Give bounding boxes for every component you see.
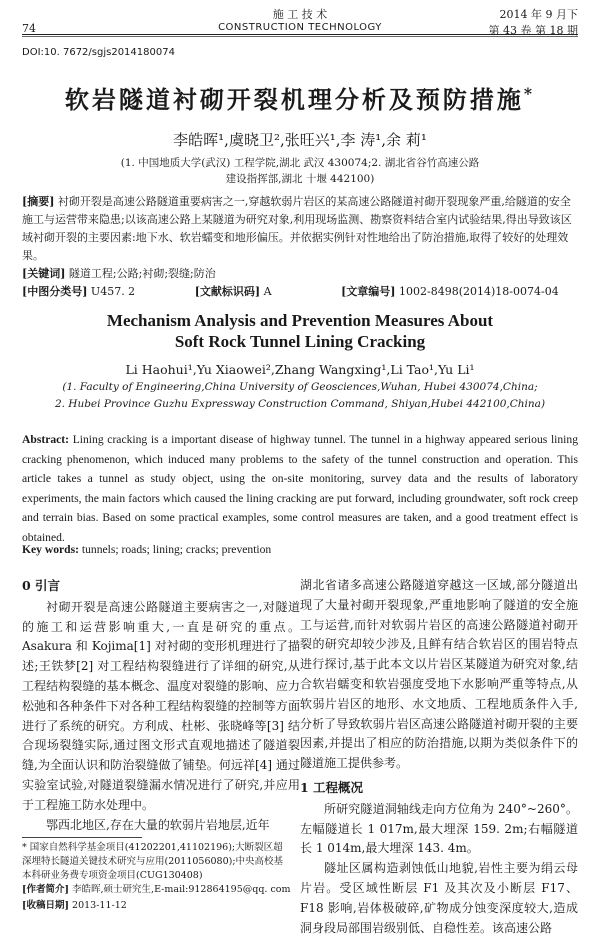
section-0-paragraph-2: 鄂西北地区,存在大量的软弱片岩地层,近年 <box>46 817 270 832</box>
title-fund-mark: * <box>523 84 536 103</box>
abstract-en <box>22 430 578 547</box>
title-en-line1: Mechanism Analysis and Prevention Measures About <box>106 311 494 330</box>
authors-en: Li Haohui¹,Yu Xiaowei²,Zhang Wangxing¹,Li Tao¹,Yu Li¹ <box>125 362 475 377</box>
abstract-en-label: Abstract: <box>22 433 70 446</box>
keywords-en-label: Key words: <box>22 543 79 556</box>
issue-date: 2014 年 9 月下 <box>499 8 578 21</box>
header-rule-thin <box>22 36 578 37</box>
doc-code-value: A <box>263 285 272 298</box>
volume-issue: 第 43 卷 第 18 期 <box>488 24 578 37</box>
journal-name-cn: 施 工 技 术 <box>272 8 328 21</box>
doi: DOI:10. 7672/sgjs2014180074 <box>22 47 175 58</box>
affiliation-cn-1: (1. 中国地质大学(武汉) 工程学院,湖北 武汉 430074;2. 湖北省谷竹高速公路 <box>120 157 480 169</box>
authors-cn: 李皓晖¹,虞晓卫²,张旺兴¹,李 涛¹,余 莉¹ <box>173 131 427 149</box>
abstract-en-text: Lining cracking is a important disease of highway tunnel. The tunnel in a highway appeared serious lining cracking phenomenon, which induced many problems to the safety of the tunnel construction and operation. This article takes a tunnel as study object, using the on-site monitoring, survey data and the results of laboratory experiments, the main factors which caused the lining cracking are put forward, including groundwater, soft rock creep and terrain bias. Based on some practical examples, some control measures are taken, and a good treatment effect is obtained. <box>22 433 578 544</box>
keywords-en-text: tunnels; roads; lining; cracks; prevention <box>81 543 272 556</box>
clc-label: [中图分类号] <box>22 285 88 298</box>
section-1-paragraph-2: 隧址区属构造剥蚀低山地貌,岩性主要为绢云母片岩。受区域性断层 F1 及其次及小断层 F17、F18 影响,岩体极破碎,矿物成分蚀变深度较大,造成洞身段局部围岩级别低、自稳性差。该高速公路 <box>300 861 578 935</box>
footnote-author-text: 李皓晖,硕士研究生,E-mail:912864195@qq. com <box>72 884 291 895</box>
footnote-date-label: [收稿日期] <box>22 900 69 911</box>
footnote-date-text: 2013-11-12 <box>72 900 127 911</box>
article-no-value: 1002-8498(2014)18-0074-04 <box>398 285 559 298</box>
body-left-column <box>22 576 300 835</box>
classification-row <box>22 283 578 301</box>
section-0-paragraph-1: 衬砌开裂是高速公路隧道主要病害之一,对隧道的施工和运营影响重大,一直是研究的重点。Asakura 和 Kojima[1] 对衬砌的变形机理进行了描述;王铁梦[2] 对工程结构裂缝进行了详细的研究,从工程结构裂缝的基本概念、温度对裂缝的影响、应力松弛和各种条件下对各种工程结构裂缝的控制等方面进行了系统的研究。方利成、杜彬、张晓峰等[3] 结合现场裂缝实际,通过图文形式直观地描述了隧道裂缝,为全面认识和防治裂缝做了铺垫。何远祥[4] 通过实验室试验,对隧道裂缝漏水情况进行了研究,并应用于工程施工防水处理中。 <box>22 599 300 812</box>
section-1-heading: 1 工程概况 <box>300 779 364 795</box>
footnote-author <box>22 883 292 897</box>
keywords-cn-text: 隧道工程;公路;衬砌;裂缝;防治 <box>68 267 216 280</box>
body-right-column <box>300 576 578 938</box>
section-0-heading: 0 引言 <box>22 578 61 593</box>
footnote-rule <box>22 837 142 838</box>
header-rule <box>22 34 578 35</box>
affiliation-en-2: 2. Hubei Province Guzhu Expressway Construction Command, Shiyan,Hubei 442100,China) <box>54 398 546 410</box>
footnote-date <box>22 899 292 913</box>
footnote-fund: * 国家自然科学基金项目(41202201,41102196);大断裂区超深埋特长隧道关键技术研究与应用(2011056080);中央高校基本科研业务费专项资金项目(CUG130408) <box>22 842 284 881</box>
right-paragraph-1: 湖北省诸多高速公路隧道穿越这一区域,部分隧道出现了大量衬砌开裂现象,严重地影响了隧道的安全施工与运营,而针对软弱片岩区的高速公路隧道衬砌开裂的研究却较少涉及,且鲜有结合软岩区的围岩特点进行探讨,基于此本文以片岩区某隧道为研究对象,结合软岩蠕变和软岩强度受地下水影响严重等特点,从软弱片岩区的地形、水文地质、工程地质条件入手,分析了导致软弱片岩区高速公路隧道衬砌开裂的主要因素,并提出了相应的防治措施,以期为类似条件下的隧道施工提供参考。 <box>300 578 578 771</box>
title-cn <box>0 80 600 115</box>
affiliation-en-1: (1. Faculty of Engineering,China University of Geosciences,Wuhan, Hubei 430074,China; <box>62 381 538 393</box>
journal-name-en: CONSTRUCTION TECHNOLOGY <box>218 22 382 33</box>
title-en-line2: Soft Rock Tunnel Lining Cracking <box>174 332 426 351</box>
affiliation-cn-2: 建设指挥部,湖北 十堰 442100) <box>225 173 375 185</box>
footnote-author-label: [作者简介] <box>22 884 69 895</box>
keywords-cn-label: [关键词] <box>22 267 66 280</box>
title-cn-text: 软岩隧道衬砌开裂机理分析及预防措施 <box>64 85 524 114</box>
keywords-cn <box>22 265 578 283</box>
article-no-label: [文章编号] <box>341 285 396 298</box>
doc-code-label: [文献标识码] <box>194 285 261 298</box>
abstract-cn-label: [摘要] <box>22 195 55 208</box>
keywords-en <box>22 540 578 560</box>
clc-value: U457. 2 <box>90 285 136 298</box>
page-number: 74 <box>22 22 36 35</box>
abstract-cn <box>22 193 578 265</box>
section-1-paragraph-1: 所研究隧道洞轴线走向方位角为 240°~260°。左幅隧道长 1 017m,最大埋深 159. 2m;右幅隧道长 1 014m,最大埋深 143. 4m。 <box>300 801 578 856</box>
abstract-cn-text: 衬砌开裂是高速公路隧道重要病害之一,穿越软弱片岩区的某高速公路隧道衬砌开裂现象严重,给隧道的安全施工与运营带来隐患;以该高速公路上某隧道为研究对象,利用现场监测、勘察资料结合室内试验结果,得出导致该区域衬砌开裂的主要因素:地下水、软岩蠕变和地形偏压。并依据实例针对性地给出了防治措施,取得了较好的处理效果。 <box>22 195 572 262</box>
